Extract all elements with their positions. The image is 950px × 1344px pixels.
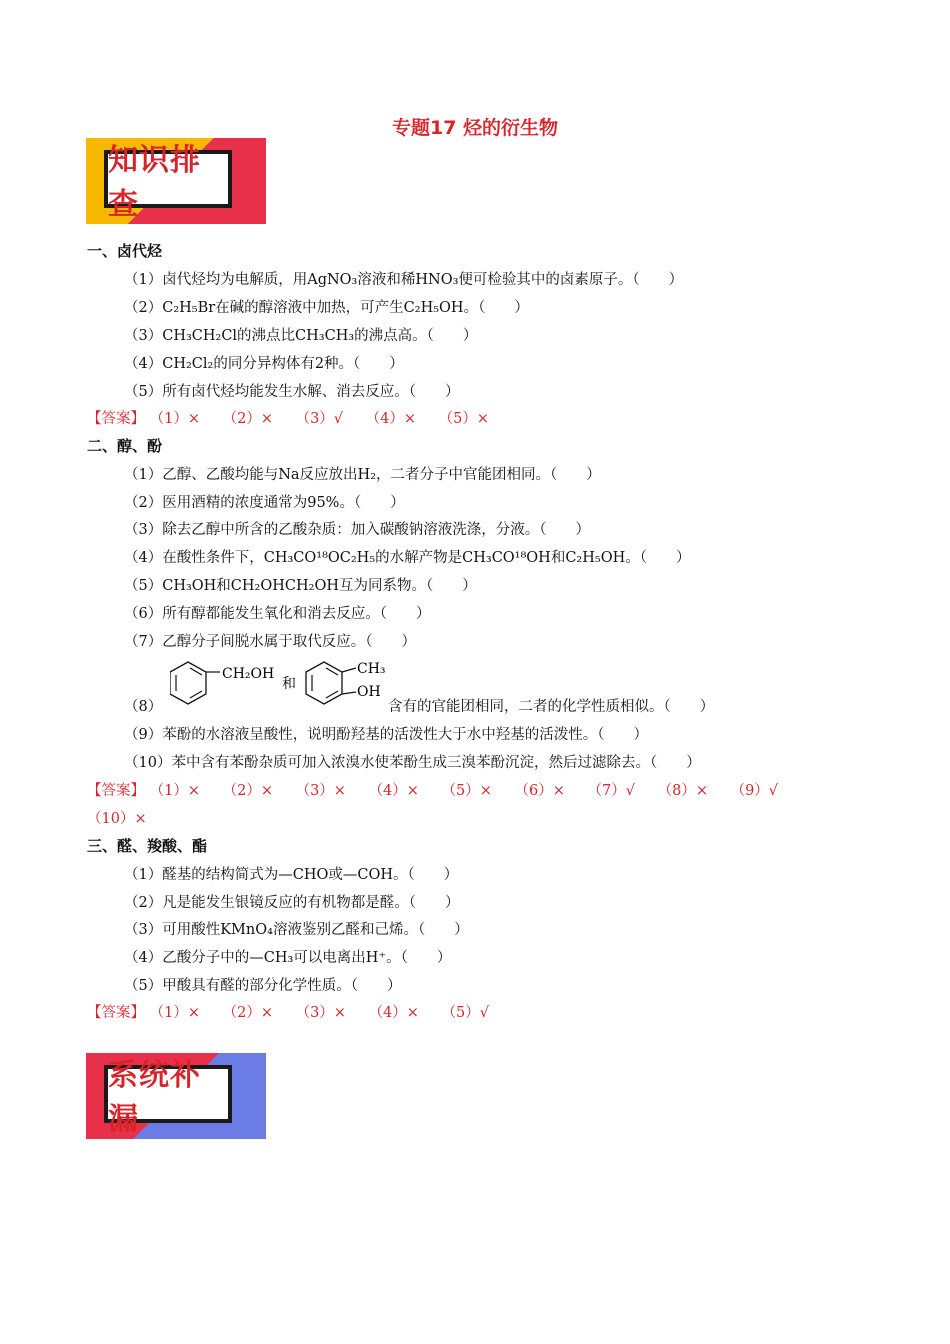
answer-item: （2）× — [222, 783, 273, 799]
answer-label: 【答案】 — [87, 783, 145, 799]
page-title: 专题17 烃的衍生物 — [391, 117, 559, 139]
question: （4）CH₂Cl₂的同分异构体有2种。（ ） — [124, 356, 404, 372]
question-8-number: （8） — [124, 699, 163, 715]
answer-item: （1）× — [149, 783, 200, 799]
right-top-label: CH₃ — [357, 661, 386, 677]
question: （5）甲酸具有醛的部分化学性质。（ ） — [124, 978, 402, 994]
knowledge-badge-label: 知识排查 — [104, 150, 232, 208]
answer-item: （6）× — [514, 783, 565, 799]
answer-line — [87, 779, 796, 800]
answer-item: （8）× — [657, 783, 708, 799]
section-heading-3: 三、醛、羧酸、酯 — [87, 837, 208, 855]
answer-item: （4）× — [368, 1005, 419, 1021]
question: （7）乙醇分子间脱水属于取代反应。（ ） — [124, 634, 416, 650]
question: （4）乙酸分子中的—CH₃可以电离出H⁺。（ ） — [124, 950, 452, 966]
question: （9）苯酚的水溶液呈酸性，说明酚羟基的活泼性大于水中羟基的活泼性。（ ） — [124, 727, 648, 743]
question: （1）卤代烃均为电解质，用AgNO₃溶液和稀HNO₃便可检验其中的卤素原子。（ ） — [124, 272, 684, 288]
benzyl-alcohol-and-cresol-structure — [170, 658, 392, 718]
answer-label: 【答案】 — [87, 411, 145, 427]
question: （2）凡是能发生银镜反应的有机物都是醛。（ ） — [124, 895, 460, 911]
question: （3）可用酸性KMnO₄溶液鉴别乙醛和己烯。（ ） — [124, 922, 469, 938]
question: （6）所有醇都能发生氧化和消去反应。（ ） — [124, 606, 431, 622]
left-group-label: CH₂OH — [222, 666, 275, 682]
knowledge-badge — [86, 138, 266, 224]
answer-item: （4）× — [365, 411, 417, 427]
question: （2）C₂H₅Br在碱的醇溶液中加热，可产生C₂H₅OH。（ ） — [124, 300, 529, 316]
question: （1）乙醇、乙酸均能与Na反应放出H₂，二者分子中官能团相同。（ ） — [124, 467, 601, 483]
question: （2）医用酒精的浓度通常为95%。（ ） — [124, 495, 405, 511]
answer-item: （3）× — [295, 783, 346, 799]
question: （5）CH₃OH和CH₂OHCH₂OH互为同系物。（ ） — [124, 578, 477, 594]
section-heading-1: 一、卤代烃 — [87, 242, 163, 260]
answer-item: （3）√ — [295, 411, 344, 427]
question: （4）在酸性条件下，CH₃CO¹⁸OC₂H₅的水解产物是CH₃CO¹⁸OH和C₂H₅OH。（ ） — [124, 550, 691, 566]
question-8-text: 含有的官能团相同，二者的化学性质相似。（ ） — [388, 699, 715, 715]
answer-line — [87, 1001, 507, 1022]
answer-item: （2）× — [222, 411, 273, 427]
answer-label: 【答案】 — [87, 1005, 145, 1021]
answer-item: （5）× — [441, 783, 492, 799]
answer-item: （9）√ — [730, 783, 779, 799]
right-bottom-label: OH — [357, 684, 381, 700]
review-badge — [86, 1053, 266, 1139]
joiner-label: 和 — [282, 676, 296, 692]
question: （1）醛基的结构简式为—CHO或—COH。（ ） — [124, 867, 459, 883]
answer-item: （7）√ — [587, 783, 635, 799]
answer-item: （5）√ — [441, 1005, 490, 1021]
section-heading-2: 二、醇、酚 — [87, 437, 163, 455]
question: （3）CH₃CH₂Cl的沸点比CH₃CH₃的沸点高。（ ） — [124, 328, 478, 344]
answer-item: （5）× — [438, 411, 490, 427]
question: （5）所有卤代烃均能发生水解、消去反应。（ ） — [124, 384, 460, 400]
answer-item: （1）× — [149, 1005, 200, 1021]
answer-line — [87, 407, 507, 428]
question: （10）苯中含有苯酚杂质可加入浓溴水使苯酚生成三溴苯酚沉淀，然后过滤除去。（ ） — [124, 755, 701, 771]
answer-line-2: （10）× — [87, 811, 147, 827]
review-badge-label: 系统补漏 — [104, 1065, 232, 1123]
answer-item: （1）× — [149, 411, 200, 427]
answer-item: （2）× — [222, 1005, 273, 1021]
question: （3）除去乙醇中所含的乙酸杂质：加入碳酸钠溶液洗涤，分液。（ ） — [124, 522, 590, 538]
answer-item: （4）× — [368, 783, 419, 799]
answer-item: （3）× — [295, 1005, 346, 1021]
